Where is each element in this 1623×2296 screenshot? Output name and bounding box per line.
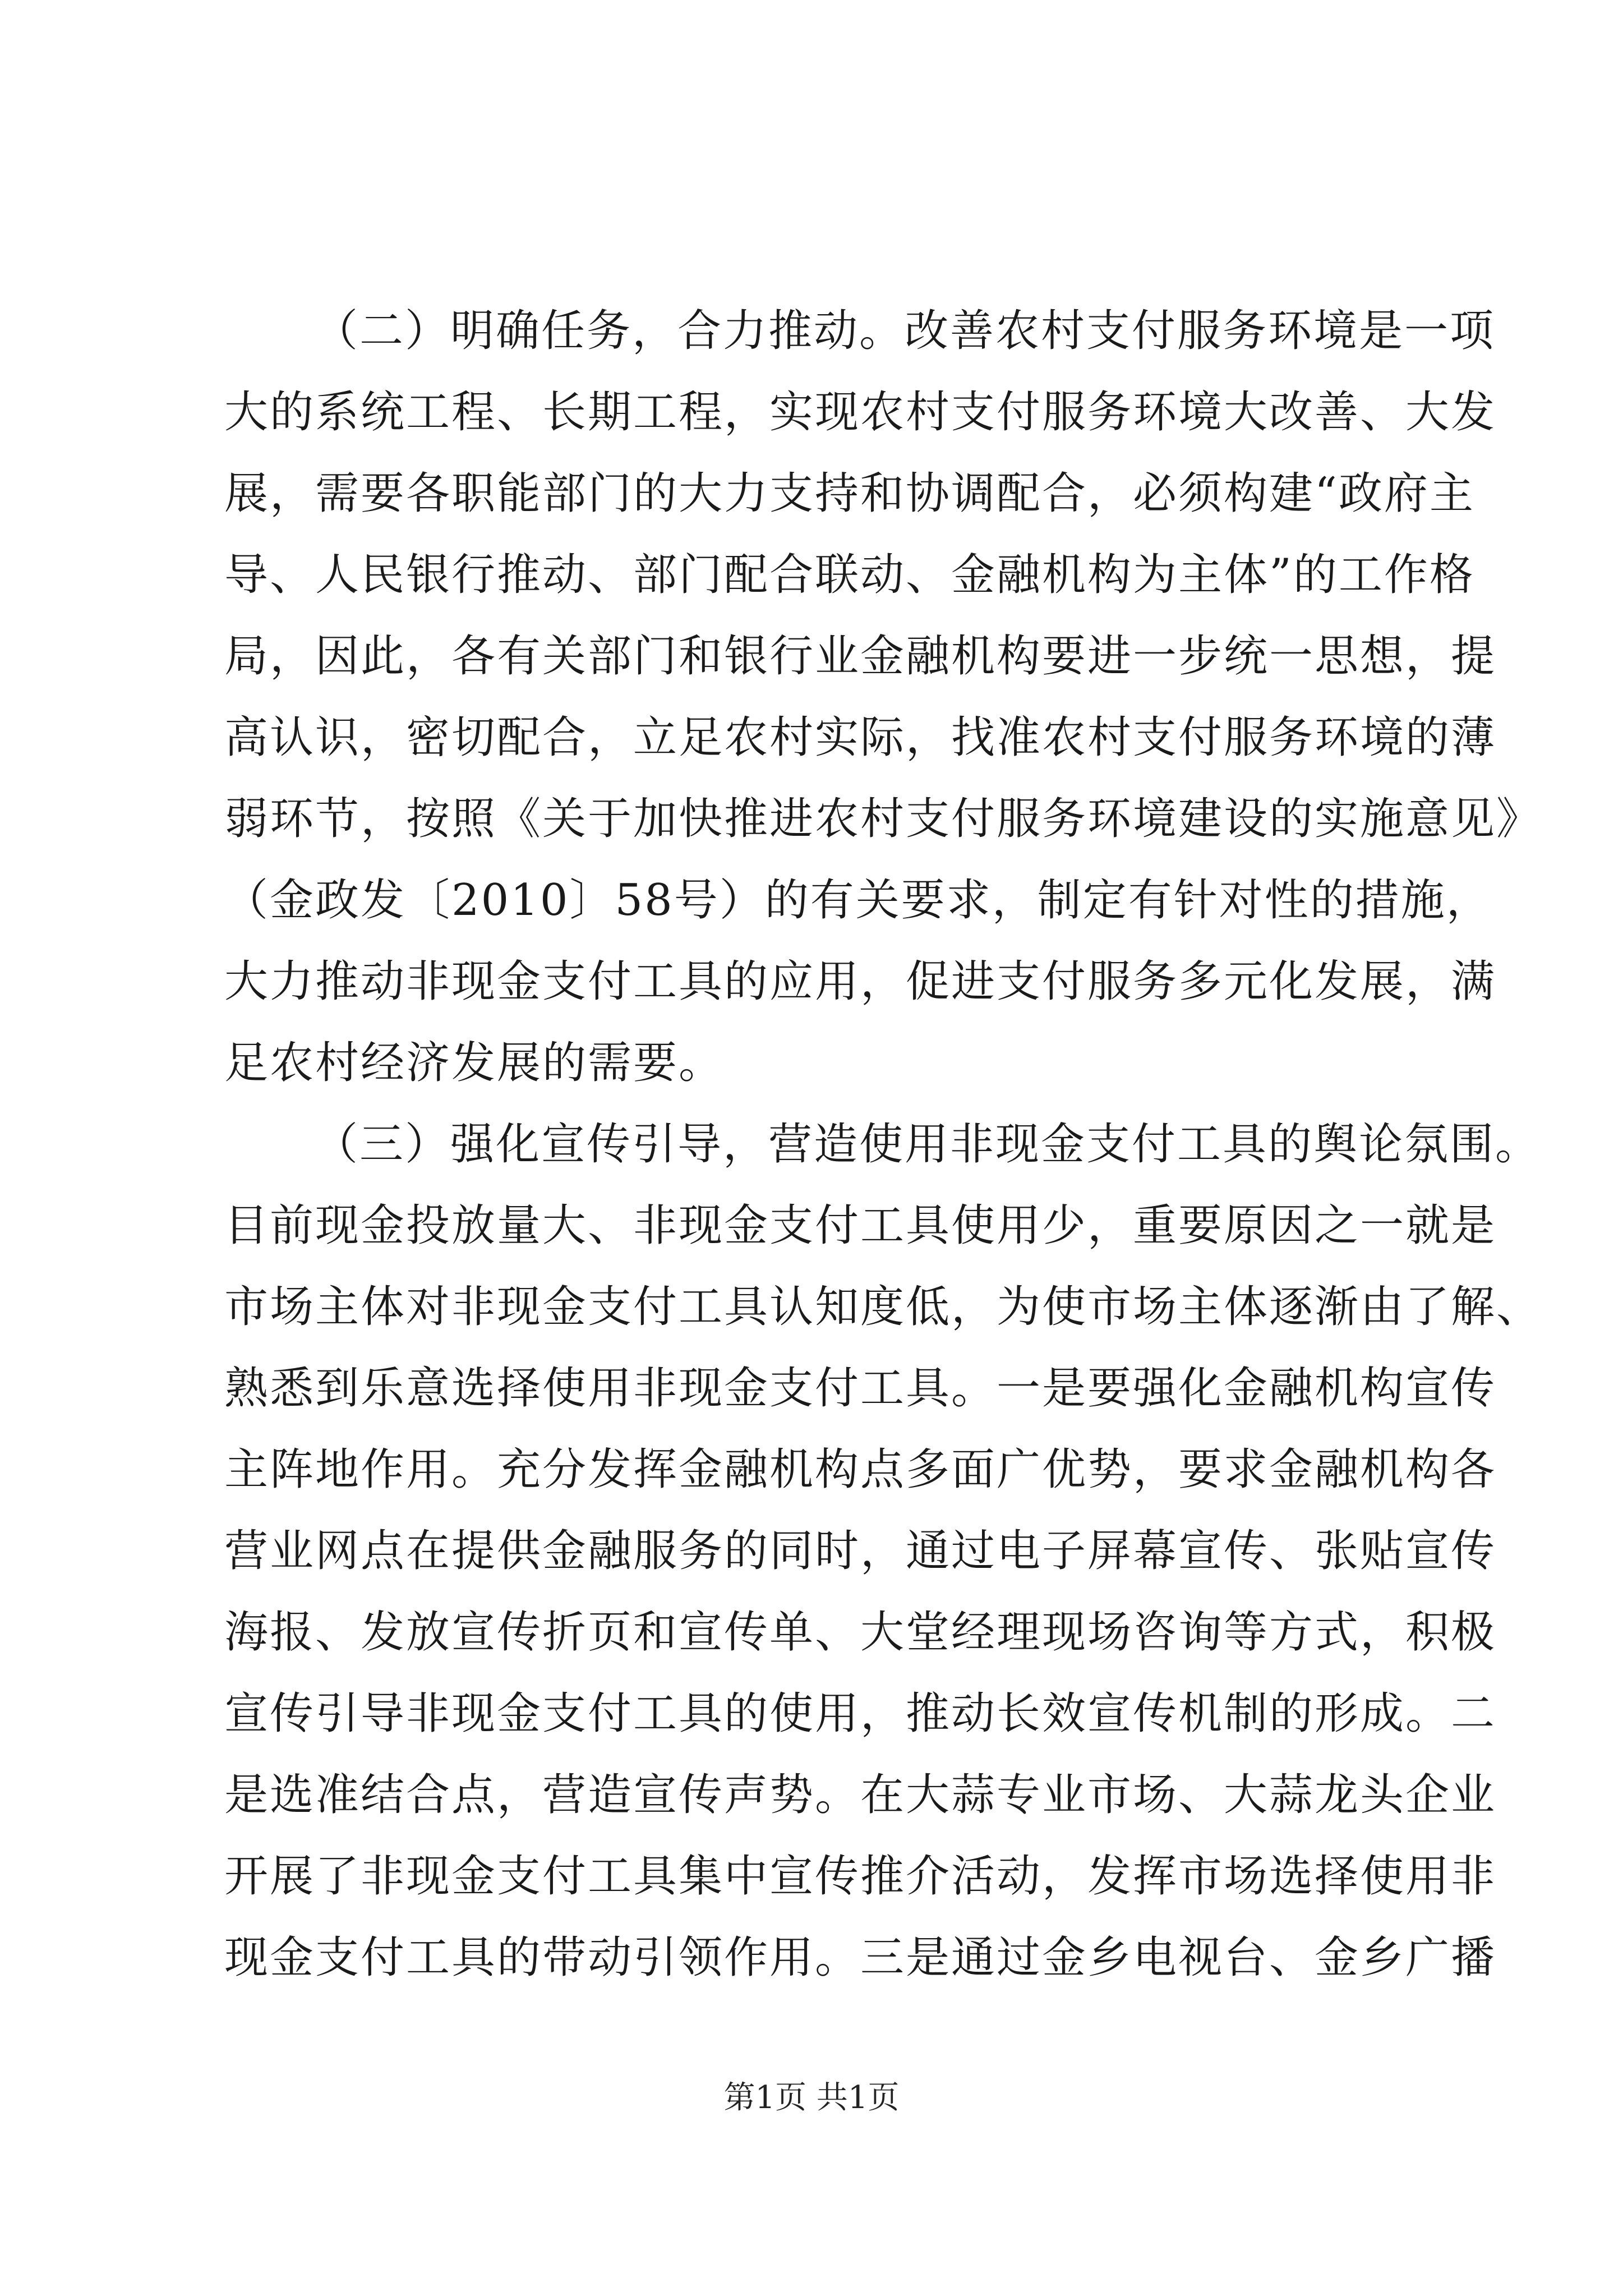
paragraph-line: 大的系统工程、长期工程，实现农村支付服务环境大改善、大发 xyxy=(224,387,1497,438)
paragraph-line: 局，因此，各有关部门和银行业金融机构要进一步统一思想，提 xyxy=(224,631,1497,682)
paragraph-line: 海报、发放宣传折页和宣传单、大堂经理现场咨询等方式，积极 xyxy=(224,1607,1497,1658)
paragraph-line: 营业网点在提供金融服务的同时，通过电子屏幕宣传、张贴宣传 xyxy=(224,1526,1497,1576)
paragraph-line: 弱环节，按照《关于加快推进农村支付服务环境建设的实施意见》 xyxy=(224,794,1542,844)
paragraph-line: 足农村经济发展的需要。 xyxy=(224,1038,725,1088)
paragraph-line: 大力推动非现金支付工具的应用，促进支付服务多元化发展，满 xyxy=(224,956,1497,1007)
paragraph-line: 熟悉到乐意选择使用非现金支付工具。一是要强化金融机构宣传 xyxy=(224,1363,1497,1414)
paragraph-line: （金政发〔2010〕58号）的有关要求，制定有针对性的措施， xyxy=(224,875,1492,926)
paragraph-line: 主阵地作用。充分发挥金融机构点多面广优势，要求金融机构各 xyxy=(224,1444,1497,1495)
paragraph-line: 目前现金投放量大、非现金支付工具使用少，重要原因之一就是 xyxy=(224,1200,1497,1251)
paragraph-line: 展，需要各职能部门的大力支持和协调配合，必须构建“政府主 xyxy=(224,468,1475,519)
paragraph-line: （二）明确任务，合力推动。改善农村支付服务环境是一项 xyxy=(314,306,1496,356)
paragraph-line: 高认识，密切配合，立足农村实际，找准农村支付服务环境的薄 xyxy=(224,712,1497,763)
paragraph-line: 宣传引导非现金支付工具的使用，推动长效宣传机制的形成。二 xyxy=(224,1688,1497,1739)
paragraph-line: 是选准结合点，营造宣传声势。在大蒜专业市场、大蒜龙头企业 xyxy=(224,1770,1497,1820)
paragraph-line: 导、人民银行推动、部门配合联动、金融机构为主体”的工作格 xyxy=(224,550,1475,600)
paragraph-line: （三）强化宣传引导，营造使用非现金支付工具的舆论氛围。 xyxy=(314,1119,1541,1170)
paragraph-line: 市场主体对非现金支付工具认知度低，为使市场主体逐渐由了解、 xyxy=(224,1282,1542,1332)
paragraph-line: 开展了非现金支付工具集中宣传推介活动，发挥市场选择使用非 xyxy=(224,1851,1497,1902)
paragraph-line: 现金支付工具的带动引领作用。三是通过金乡电视台、金乡广播 xyxy=(224,1932,1497,1983)
page-footer: 第1页 共1页 xyxy=(723,2079,900,2116)
